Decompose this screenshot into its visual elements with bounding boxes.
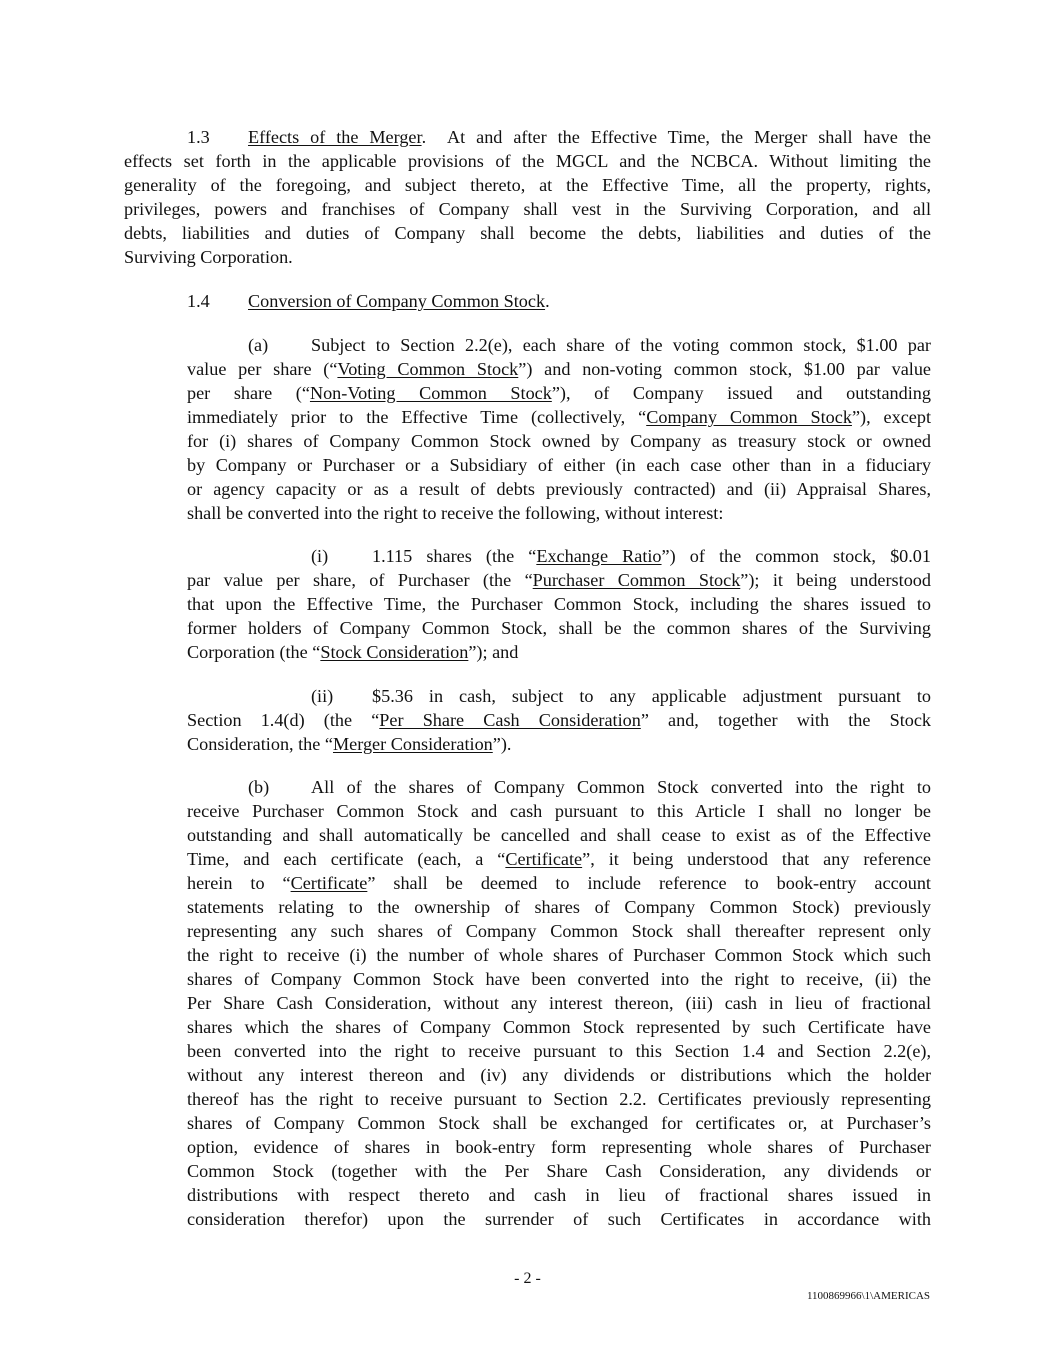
section-1-3-line-4: privileges, powers and franchises of Company shall vest in the Surviving Corporation, and all xyxy=(124,199,931,219)
defined-term-company-common-stock: Company Common Stock xyxy=(646,407,852,427)
paragraph-b-line-8: the right to receive (i) the number of whole shares of Purchaser Common Stock which such xyxy=(187,945,931,965)
section-1-3-paragraph xyxy=(124,125,931,269)
paragraph-b-line-10: Per Share Cash Consideration, without any interest thereon, (iii) cash in lieu of fractional xyxy=(187,993,931,1013)
paragraph-i-line-2 xyxy=(187,568,931,592)
paragraph-i-line-3: that upon the Effective Time, the Purchaser Common Stock, including the shares issued to xyxy=(187,594,931,614)
paragraph-b-text-4a: Time, and each certificate (each, a “ xyxy=(187,849,506,869)
paragraph-b-line-18: distributions with respect thereto and cash in lieu of fractional shares issued in xyxy=(187,1185,931,1205)
paragraph-a-text-1: Subject to Section 2.2(e), each share of the voting common stock, $1.00 par xyxy=(311,335,931,355)
paragraph-i-text-2a: par value per share, of Purchaser (the “ xyxy=(187,570,533,590)
paragraph-ii-text-3b: ”). xyxy=(492,734,512,754)
paragraph-a xyxy=(187,333,931,525)
section-1-3-number: 1.3 xyxy=(187,127,210,147)
paragraph-b-line-2: receive Purchaser Common Stock and cash pursuant to this Article I shall no longer be xyxy=(187,801,931,821)
paragraph-ii xyxy=(187,684,931,756)
section-1-4-title: Conversion of Company Common Stock xyxy=(248,291,546,311)
paragraph-a-text-2a: value per share (“ xyxy=(187,359,338,379)
paragraph-b-line-3: outstanding and shall automatically be cancelled and shall cease to exist as of the Effective xyxy=(187,825,931,845)
paragraph-i-line-4: former holders of Company Common Stock, shall be the common shares of the Surviving xyxy=(187,618,931,638)
paragraph-b-text-1: All of the shares of Company Common Stock converted into the right to xyxy=(311,777,931,797)
paragraph-ii-text-2b: ” and, together with the Stock xyxy=(640,710,932,730)
paragraph-a-line-5: for (i) shares of Company Common Stock owned by Company as treasury stock or owned xyxy=(187,431,931,451)
paragraph-b-line-11: shares which the shares of Company Common Stock represented by such Certificate have xyxy=(187,1017,931,1037)
paragraph-ii-label: (ii) xyxy=(311,686,334,706)
page-number: - 2 - xyxy=(514,1270,541,1287)
paragraph-a-text-3b: ”), of Company issued and outstanding xyxy=(551,383,931,403)
paragraph-a-line-7: or agency capacity or as a result of debts previously contracted) and (ii) Appraisal Shares, xyxy=(187,479,931,499)
defined-term-non-voting-common-stock: Non-Voting Common Stock xyxy=(309,383,552,403)
section-1-3-line-5: debts, liabilities and duties of Company shall become the debts, liabilities and duties of the xyxy=(124,223,931,243)
section-1-4-number: 1.4 xyxy=(187,291,210,311)
paragraph-a-line-3 xyxy=(187,381,931,405)
paragraph-a-line-2 xyxy=(187,357,931,381)
paragraph-ii-text-2a: Section 1.4(d) (the “ xyxy=(187,710,380,730)
paragraph-b-label: (b) xyxy=(248,777,270,797)
defined-term-certificate: Certificate xyxy=(505,849,583,869)
paragraph-i-text-1a: 1.115 shares (the “ xyxy=(372,546,537,566)
paragraph-i xyxy=(187,544,931,664)
section-1-3-text-1: At and after the Effective Time, the Merger shall have the xyxy=(447,127,931,147)
paragraph-b-line-19: consideration therefor) upon the surrender of such Certificates in accordance with xyxy=(187,1209,931,1229)
paragraph-b-line-16: option, evidence of shares in book-entry form representing whole shares of Purchaser xyxy=(187,1137,931,1157)
defined-term-purchaser-common-stock: Purchaser Common Stock xyxy=(532,570,741,590)
paragraph-b-text-4b: ”, it being understood that any reference xyxy=(582,849,931,869)
paragraph-b-line-6: statements relating to the ownership of shares of Company Common Stock) previously xyxy=(187,897,931,917)
paragraph-ii-line-2 xyxy=(187,708,931,732)
defined-term-certificate-reference: Certificate xyxy=(290,873,368,893)
paragraph-b-line-14: thereof has the right to receive pursuant to Section 2.2. Certificates previously representing xyxy=(187,1089,931,1109)
paragraph-i-label: (i) xyxy=(311,546,329,566)
paragraph-a-text-4b: ”), except xyxy=(851,407,932,427)
paragraph-b-line-7: representing any such shares of Company Common Stock shall thereafter represent only xyxy=(187,921,931,941)
paragraph-a-label: (a) xyxy=(248,335,269,355)
paragraph-b-line-1 xyxy=(187,775,931,799)
paragraph-i-text-5b: ”); and xyxy=(468,642,519,662)
section-1-3-title: Effects of the Merger xyxy=(248,127,422,147)
section-1-3-line-2: effects set forth in the applicable provisions of the MGCL and the NCBCA. Without limiting the xyxy=(124,151,931,171)
paragraph-ii-text-1: $5.36 in cash, subject to any applicable adjustment pursuant to xyxy=(372,686,931,706)
paragraph-b-line-13: without any interest thereon and (iv) any dividends or distributions which the holder xyxy=(187,1065,931,1085)
section-1-3-line-6: Surviving Corporation. xyxy=(124,247,293,267)
paragraph-b-line-12: been converted into the right to receive pursuant to this Section 1.4 and Section 2.2(e), xyxy=(187,1041,931,1061)
paragraph-a-line-1 xyxy=(187,333,931,357)
paragraph-b-line-17: Common Stock (together with the Per Share Cash Consideration, any dividends or xyxy=(187,1161,931,1181)
defined-term-exchange-ratio: Exchange Ratio xyxy=(536,546,662,566)
paragraph-ii-text-3a: Consideration, the “ xyxy=(187,734,333,754)
paragraph-b xyxy=(187,775,931,1231)
defined-term-voting-common-stock: Voting Common Stock xyxy=(337,359,519,379)
paragraph-b-line-9: shares of Company Common Stock have been converted into the right to receive, (ii) the xyxy=(187,969,931,989)
paragraph-i-text-5a: Corporation (the “ xyxy=(187,642,321,662)
section-1-3-line-1: 1.3 Effects of the Merger. At and after the Effective Time, the Merger shall have the xyxy=(187,127,931,147)
paragraph-a-text-4a: immediately prior to the Effective Time (collectively, “ xyxy=(187,407,647,427)
section-1-3-line-3: generality of the foregoing, and subject thereto, at the Effective Time, all the property, rights, xyxy=(124,175,931,195)
paragraph-i-line-1 xyxy=(187,544,931,568)
paragraph-a-line-8: shall be converted into the right to receive the following, without interest: xyxy=(187,503,724,523)
paragraph-a-text-3a: per share (“ xyxy=(187,383,310,403)
paragraph-b-line-15: shares of Company Common Stock shall be exchanged for certificates or, at Purchaser’s xyxy=(187,1113,931,1133)
paragraph-a-text-2b: ”) and non-voting common stock, $1.00 par value xyxy=(518,359,931,379)
paragraph-b-text-5a: herein to “ xyxy=(187,873,291,893)
paragraph-b-line-5 xyxy=(187,871,931,895)
paragraph-i-line-5 xyxy=(187,640,931,664)
paragraph-b-line-4 xyxy=(187,847,931,871)
defined-term-stock-consideration: Stock Consideration xyxy=(320,642,469,662)
section-1-4-heading: 1.4 Conversion of Company Common Stock. xyxy=(187,291,550,311)
paragraph-ii-line-3 xyxy=(187,732,931,756)
paragraph-i-text-1b: ”) of the common stock, $0.01 xyxy=(661,546,931,566)
paragraph-ii-line-1 xyxy=(187,684,931,708)
defined-term-merger-consideration: Merger Consideration xyxy=(332,734,493,754)
defined-term-per-share-cash-consideration: Per Share Cash Consideration xyxy=(379,710,641,730)
paragraph-a-line-4 xyxy=(187,405,931,429)
document-reference: 1100869966\1\AMERICAS xyxy=(806,1290,930,1302)
paragraph-a-line-6: by Company or Purchaser or a Subsidiary of either (in each case other than in a fiduciary xyxy=(187,455,931,475)
paragraph-b-text-5b: ” shall be deemed to include reference to book-entry account xyxy=(367,873,931,893)
paragraph-i-text-2b: ”); it being understood xyxy=(740,570,931,590)
